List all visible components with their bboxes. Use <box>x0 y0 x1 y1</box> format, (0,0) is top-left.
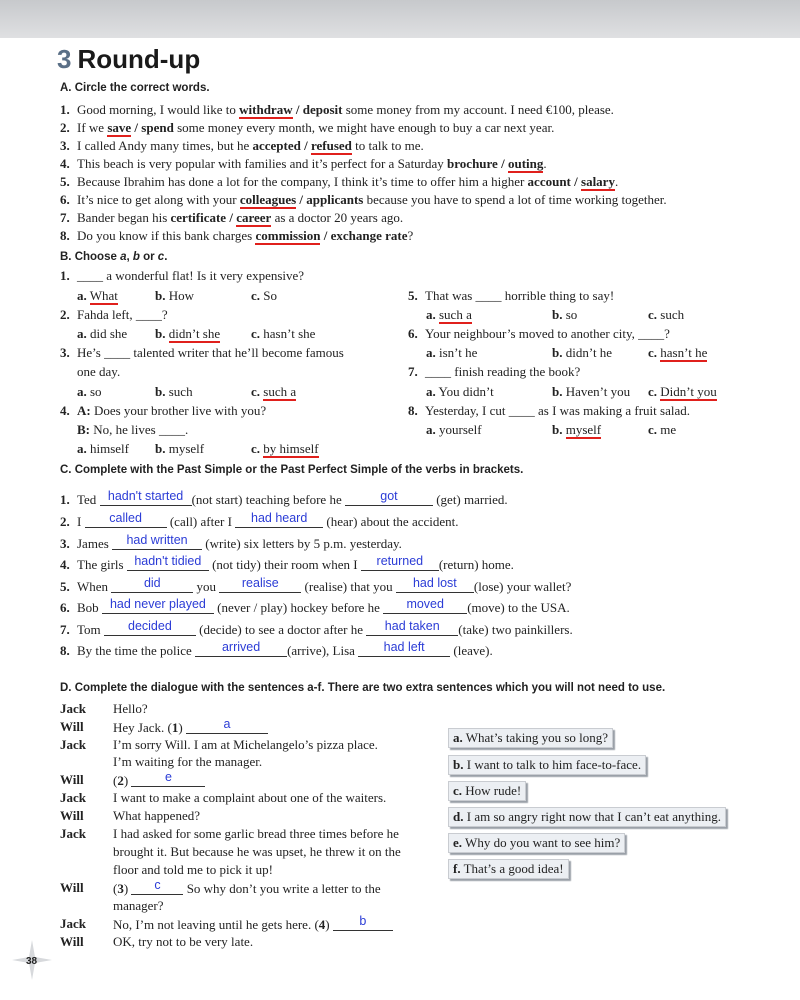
choice-circled[interactable]: outing <box>507 156 544 171</box>
speaker: Jack <box>60 737 86 752</box>
answer-blank[interactable]: a <box>186 719 268 734</box>
section-b-heading: B. Choose a, b or c. <box>60 251 168 263</box>
dialogue-line: floor and told me to pick it up! <box>113 862 273 877</box>
option-c[interactable]: c. by himself <box>251 441 319 456</box>
option-b[interactable]: b. didn’t she <box>155 326 221 341</box>
choice[interactable]: brochure <box>447 156 498 171</box>
option-b[interactable]: b. myself <box>155 441 205 456</box>
option-b[interactable]: b. myself <box>552 422 602 437</box>
speaker: Will <box>60 808 84 823</box>
secC-item: 6. Bob had never played (never / play) hockey before he moved (move) to the USA. <box>60 597 570 615</box>
secB-question: 2. Fahda left, ____? <box>60 307 168 322</box>
secA-item: 5. Because Ibrahim has done a lot for the company, I think it’s time to offer him a higher account / salary. <box>60 174 619 189</box>
top-header-bar <box>0 0 800 38</box>
option-c[interactable]: c. me <box>648 422 677 437</box>
secA-item: 2. If we save / spend some money every month, we might have enough to buy a car next year. <box>60 120 555 135</box>
dialogue-line: No, I’m not leaving until he gets here. (4) b <box>113 916 393 933</box>
answer-blank[interactable]: realise <box>219 578 301 593</box>
secC-item: 1. Ted hadn't started (not start) teaching before he got (get) married. <box>60 489 508 507</box>
choice[interactable]: accepted <box>252 138 301 153</box>
secB-question: 7. ____ finish reading the book? <box>408 364 581 379</box>
choice-circled[interactable]: salary <box>581 174 615 189</box>
section-d-heading: D. Complete the dialogue with the sentences a-f. There are two extra sentences which you will not need to use. <box>60 682 666 694</box>
option-a[interactable]: a. did she <box>77 326 128 341</box>
option-c[interactable]: c. hasn’t she <box>251 326 316 341</box>
option-a[interactable]: a. such a <box>426 307 472 322</box>
secC-item: 2. I called (call) after I had heard (hear) about the accident. <box>60 511 459 529</box>
choice-circled[interactable]: withdraw <box>239 102 293 117</box>
option-b[interactable]: b. so <box>552 307 578 322</box>
choice-circled[interactable]: commission <box>255 228 321 243</box>
option-box-d[interactable]: d. I am so angry right now that I can’t eat anything. <box>448 807 726 827</box>
option-box-b[interactable]: b. I want to talk to him face-to-face. <box>448 755 646 775</box>
option-a[interactable]: a. himself <box>77 441 129 456</box>
choice[interactable]: applicants <box>306 192 364 207</box>
dialogue-line: (3) c So why don’t you write a letter to the <box>113 878 381 896</box>
secA-item: 1. Good morning, I would like to withdraw / deposit some money from my account. I need €100, please. <box>60 102 614 117</box>
dialogue-line: manager? <box>113 898 164 913</box>
option-c[interactable]: c. such <box>648 307 685 322</box>
option-c[interactable]: c. So <box>251 288 278 303</box>
choice-circled[interactable]: colleagues <box>239 192 297 207</box>
dialogue-line: Hello? <box>113 701 148 716</box>
answer-blank[interactable]: had taken <box>366 621 458 636</box>
option-c[interactable]: c. such a <box>251 384 297 399</box>
secC-item: 5. When did you realise (realise) that you had lost (lose) your wallet? <box>60 576 572 594</box>
option-b[interactable]: b. didn’t he <box>552 345 613 360</box>
title-text: Round-up <box>77 44 201 74</box>
option-box-c[interactable]: c. How rude! <box>448 781 526 801</box>
secB-question: 1. ____ a wonderful flat! Is it very expensive? <box>60 268 305 283</box>
dialogue-line: brought it. But because he was upset, he threw it on the <box>113 844 401 859</box>
speaker: Jack <box>60 701 86 716</box>
secA-item: 7. Bander began his certificate / career as a doctor 20 years ago. <box>60 210 404 225</box>
secC-item: 4. The girls hadn't tidied (not tidy) their room when I returned (return) home. <box>60 554 514 572</box>
answer-blank[interactable]: had written <box>112 535 202 550</box>
option-b[interactable]: b. Haven’t you <box>552 384 631 399</box>
answer-blank[interactable]: hadn't tidied <box>127 556 209 571</box>
speaker: Will <box>60 934 84 949</box>
answer-blank[interactable]: called <box>85 513 167 528</box>
secB-question-cont: B: No, he lives ____. <box>77 422 189 437</box>
speaker: Will <box>60 719 84 734</box>
answer-blank[interactable]: e <box>131 772 205 787</box>
choice[interactable]: account <box>527 174 571 189</box>
secB-question: 3. He’s ____ talented writer that he’ll become famous <box>60 345 344 360</box>
secA-item: 4. This beach is very popular with families and it’s perfect for a Saturday brochure / outing. <box>60 156 547 171</box>
option-c[interactable]: c. Didn’t you <box>648 384 717 399</box>
answer-blank[interactable]: had lost <box>396 578 474 593</box>
secB-question: 4. A: Does your brother live with you? <box>60 403 267 418</box>
option-a[interactable]: a. so <box>77 384 102 399</box>
speaker: Jack <box>60 790 86 805</box>
secA-item: 8. Do you know if this bank charges commission / exchange rate? <box>60 228 414 243</box>
section-c-heading: C. Complete with the Past Simple or the Past Perfect Simple of the verbs in brackets. <box>60 464 524 476</box>
choice[interactable]: deposit <box>302 102 343 117</box>
secC-item: 8. By the time the police arrived (arrive), Lisa had left (leave). <box>60 640 493 658</box>
secA-item: 6. It’s nice to get along with your colleagues / applicants because you have to spend a lot of time working together. <box>60 192 667 207</box>
option-box-f[interactable]: f. That’s a good idea! <box>448 859 569 879</box>
dialogue-line: What happened? <box>113 808 200 823</box>
choice[interactable]: spend <box>141 120 174 135</box>
dialogue-line: I’m sorry Will. I am at Michelangelo’s pizza place. <box>113 737 378 752</box>
answer-blank[interactable]: hadn't started <box>100 491 192 506</box>
answer-blank[interactable]: moved <box>383 599 467 614</box>
secB-question: 5. That was ____ horrible thing to say! <box>408 288 615 303</box>
section-a-heading: A. Circle the correct words. <box>60 82 210 94</box>
choice-circled[interactable]: career <box>236 210 272 225</box>
secC-item: 7. Tom decided (decide) to see a doctor after he had taken (take) two painkillers. <box>60 619 573 637</box>
dialogue-line: OK, try not to be very late. <box>113 934 254 949</box>
choice-circled[interactable]: refused <box>310 138 352 153</box>
answer-blank[interactable]: arrived <box>195 642 287 657</box>
answer-blank[interactable]: had never played <box>102 599 214 614</box>
option-b[interactable]: b. such <box>155 384 193 399</box>
option-a[interactable]: a. You didn’t <box>426 384 494 399</box>
speaker: Will <box>60 772 84 787</box>
choice-circled[interactable]: save <box>107 120 132 135</box>
secC-item: 3. James had written (write) six letters by 5 p.m. yesterday. <box>60 533 402 551</box>
answer-blank[interactable]: decided <box>104 621 196 636</box>
dialogue-line: (2) e <box>113 772 205 789</box>
option-c[interactable]: c. hasn’t he <box>648 345 708 360</box>
answer-blank[interactable]: returned <box>361 556 439 571</box>
option-box-e[interactable]: e. Why do you want to see him? <box>448 833 625 853</box>
answer-blank[interactable]: had left <box>358 642 450 657</box>
secA-item: 3. I called Andy many times, but he accepted / refused to talk to me. <box>60 138 424 153</box>
answer-blank[interactable]: had heard <box>235 513 323 528</box>
option-a[interactable]: a. yourself <box>426 422 482 437</box>
option-box-a[interactable]: a. What’s taking you so long? <box>448 728 613 748</box>
speaker: Jack <box>60 826 86 841</box>
answer-blank[interactable]: did <box>111 578 193 593</box>
dialogue-line: Hey Jack. (1) a <box>113 719 268 736</box>
dialogue-line: I want to make a complaint about one of the waiters. <box>113 790 387 805</box>
speaker: Will <box>60 880 84 895</box>
option-b[interactable]: b. How <box>155 288 195 303</box>
choice[interactable]: certificate <box>170 210 227 225</box>
option-a[interactable]: a. isn’t he <box>426 345 478 360</box>
answer-blank[interactable]: got <box>345 491 433 506</box>
dialogue-line: I had asked for some garlic bread three times before he <box>113 826 399 841</box>
page-number: 38 <box>26 956 38 967</box>
answer-blank[interactable]: b <box>333 916 393 931</box>
dialogue-line: I’m waiting for the manager. <box>113 754 263 769</box>
unit-number: 3 <box>57 44 72 74</box>
page-title <box>57 44 200 75</box>
answer-blank[interactable]: c <box>131 880 183 895</box>
choice[interactable]: exchange rate <box>330 228 408 243</box>
secB-question-cont: one day. <box>77 364 121 379</box>
secB-question: 6. Your neighbour’s moved to another city, ____? <box>408 326 670 341</box>
speaker: Jack <box>60 916 86 931</box>
option-a[interactable]: a. What <box>77 288 118 303</box>
secB-question: 8. Yesterday, I cut ____ as I was making a fruit salad. <box>408 403 690 418</box>
